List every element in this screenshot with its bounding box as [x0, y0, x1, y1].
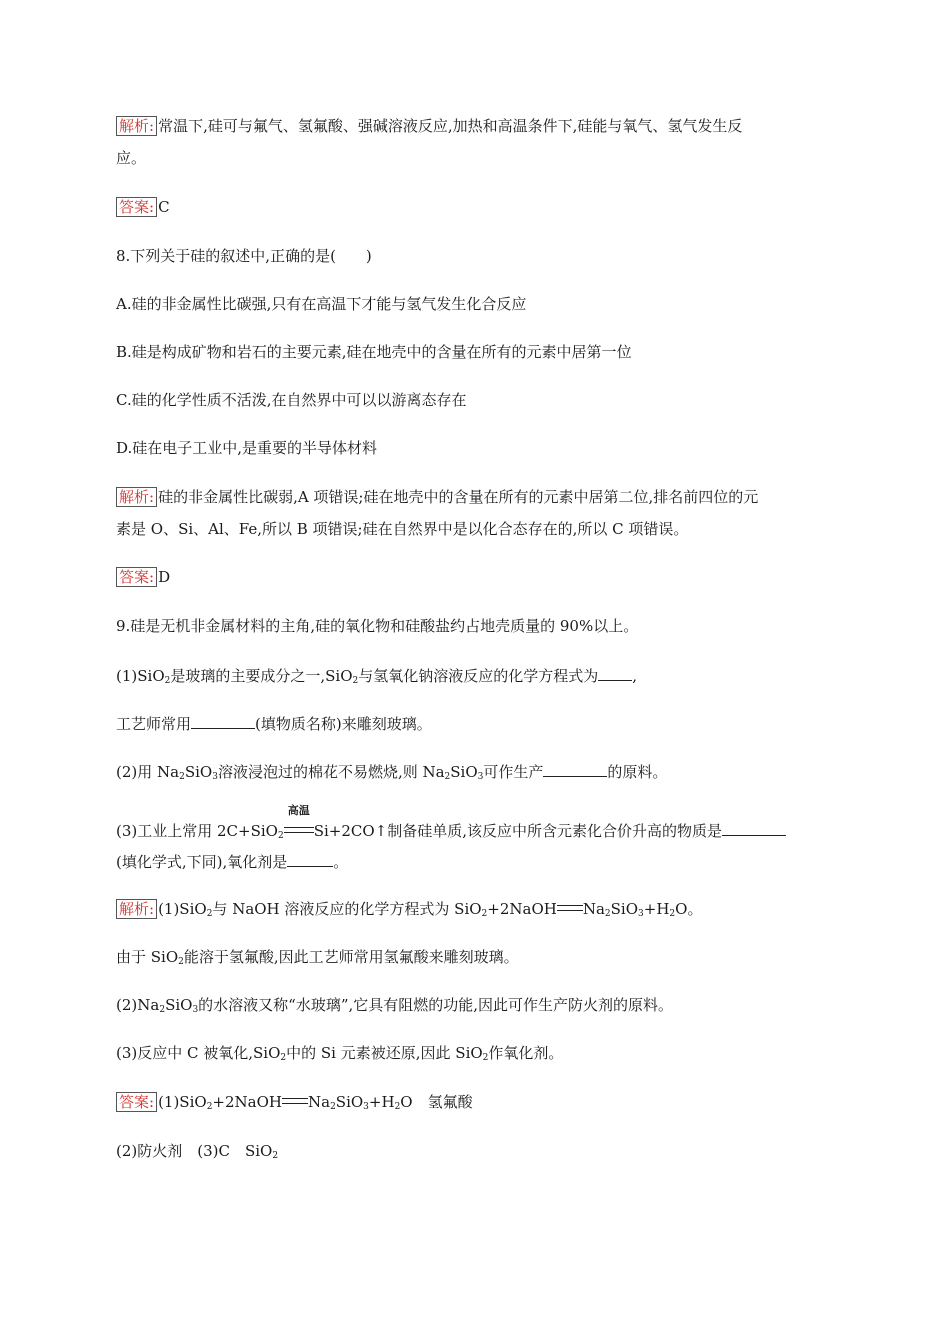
subscript: 2	[669, 909, 676, 919]
q9-analysis-text: 作氧化剂。	[488, 1044, 564, 1062]
analysis-tag: 解析:	[116, 116, 157, 136]
q9-answer-text: Na	[307, 1093, 331, 1111]
q9-analysis-text: +H	[643, 900, 670, 918]
q9-p1-text: 工艺师常用	[116, 715, 192, 733]
q9-p3-text: (填化学式,下同),氧化剂是	[116, 853, 288, 871]
q7-answer-value: C	[158, 198, 170, 216]
q9-p2-text: (2)用 Na	[116, 763, 180, 781]
q7-analysis-text: 常温下,硅可与氟气、氢氟酸、强碱溶液反应,加热和高温条件下,硅能与氧气、氢气发生反	[158, 117, 743, 135]
subscript: 2	[179, 772, 185, 782]
q9-analysis-line-4	[116, 1042, 836, 1064]
q9-answer-text: (1)SiO	[158, 1093, 207, 1111]
q9-p1-text: (1)SiO	[116, 667, 165, 685]
subscript: 2	[280, 1053, 287, 1063]
q8-analysis-text: 硅的非金属性比碳弱,A 项错误;硅在地壳中的含量在所有的元素中居第二位,排名前四位的元	[158, 488, 759, 506]
answer-blank[interactable]	[598, 664, 632, 681]
subscript: 2	[481, 909, 488, 919]
q9-analysis-line-2	[116, 946, 836, 968]
answer-tag: 答案:	[116, 1092, 157, 1112]
answer-tag: 答案:	[116, 567, 157, 587]
q9-answer-line-1	[116, 1091, 836, 1113]
subscript: 3	[363, 1102, 369, 1112]
q8-answer-value: D	[158, 568, 171, 586]
q9-answer-text: +H	[368, 1093, 395, 1111]
q9-analysis-text: O。	[675, 900, 703, 918]
q9-part2	[116, 760, 836, 783]
q9-analysis-text: 的水溶液又称“水玻璃”,它具有阻燃的功能,因此可作生产防火剂的原料。	[198, 996, 674, 1014]
q9-p3-text: (3)工业上常用 2C+SiO	[116, 822, 278, 840]
q9-p3-text: Si+2CO↑制备硅单质,该反应中所含元素化合价升高的物质是	[313, 822, 723, 840]
subscript: 2	[394, 1102, 401, 1112]
q8-analysis-line-1	[116, 486, 836, 508]
double-line-icon	[557, 905, 583, 911]
q9-p2-text: 可作生产	[483, 763, 544, 781]
q9-analysis-text: SiO	[165, 996, 193, 1014]
q9-part3-line-2	[116, 850, 836, 873]
subscript: 2	[206, 1102, 213, 1112]
q9-p2-text: SiO	[184, 763, 213, 781]
q9-answer-line-2	[116, 1140, 836, 1162]
subscript: 2	[330, 1102, 336, 1112]
subscript: 3	[212, 772, 218, 782]
q8-answer	[116, 566, 836, 588]
q9-p3-text: 。	[333, 853, 349, 871]
q9-p2-text: 溶液浸泡过的棉花不易燃烧,则 Na	[217, 763, 445, 781]
answer-tag: 答案:	[116, 197, 157, 217]
q9-analysis-text: +2NaOH	[487, 900, 557, 918]
subscript: 3	[477, 772, 484, 782]
q9-answer-text: +2NaOH	[212, 1093, 282, 1111]
subscript: 3	[638, 909, 644, 919]
q9-p1-text: 是玻璃的主要成分之一,SiO	[170, 667, 353, 685]
q8-analysis-line-2: 素是 O、Si、Al、Fe,所以 B 项错误;硅在自然界中是以化合态存在的,所以 C 项错误。	[116, 520, 689, 538]
subscript: 2	[604, 909, 611, 919]
analysis-tag: 解析:	[116, 487, 157, 507]
answer-blank[interactable]	[722, 819, 786, 836]
subscript: 2	[352, 676, 359, 686]
reaction-condition: 高温	[287, 804, 310, 817]
q9-answer-text: SiO	[335, 1093, 364, 1111]
q9-analysis-text: 与 NaOH 溶液反应的化学方程式为 SiO	[212, 900, 482, 918]
double-line-icon	[284, 827, 314, 833]
q9-analysis-text: 由于 SiO	[116, 948, 179, 966]
double-line-icon	[282, 1098, 308, 1104]
subscript: 2	[444, 772, 451, 782]
q8-option-d: D.硅在电子工业中,是重要的半导体材料	[116, 439, 378, 457]
subscript: 2	[272, 1151, 279, 1161]
q9-part3-line-1	[116, 804, 836, 842]
answer-blank[interactable]	[287, 850, 333, 867]
q9-analysis-text: (2)Na	[116, 996, 160, 1014]
answer-blank[interactable]	[191, 712, 255, 729]
q9-p2-text: 的原料。	[607, 763, 668, 781]
q9-analysis-text: (1)SiO	[158, 900, 207, 918]
q7-analysis-line-2	[116, 147, 836, 169]
q9-part1-line-1	[116, 664, 836, 687]
q9-analysis-text: 中的 Si 元素被还原,因此 SiO	[286, 1044, 483, 1062]
subscript: 3	[192, 1005, 199, 1015]
q9-answer-text: O 氢氟酸	[400, 1093, 473, 1111]
q7-answer	[116, 196, 836, 218]
q9-analysis-text: Na	[582, 900, 605, 918]
q9-stem: 9.硅是无机非金属材料的主角,硅的氧化物和硅酸盐约占地壳质量的 90%以上。	[116, 617, 639, 635]
q7-analysis-line-1	[116, 115, 836, 137]
q8-option-b: B.硅是构成矿物和岩石的主要元素,硅在地壳中的含量在所有的元素中居第一位	[116, 343, 632, 361]
analysis-tag: 解析:	[116, 899, 157, 919]
subscript: 2	[206, 909, 213, 919]
q9-p1-text: ,	[632, 667, 638, 685]
q8-option-c: C.硅的化学性质不活泼,在自然界中可以以游离态存在	[116, 391, 467, 409]
q9-p2-text: SiO	[450, 763, 478, 781]
q9-analysis-text: (3)反应中 C 被氧化,SiO	[116, 1044, 281, 1062]
subscript: 2	[482, 1053, 489, 1063]
subscript: 2	[178, 957, 184, 967]
subscript: 2	[164, 676, 171, 686]
answer-blank[interactable]	[543, 760, 607, 777]
q9-analysis-line-3	[116, 994, 836, 1016]
high-temperature-equals	[284, 804, 314, 842]
subscript: 2	[159, 1005, 166, 1015]
q9-part1-line-2	[116, 712, 836, 735]
q8-option-a: A.硅的非金属性比碳强,只有在高温下才能与氢气发生化合反应	[116, 295, 527, 313]
q9-answer-text: (2)防火剂 (3)C SiO	[116, 1142, 273, 1160]
q9-analysis-line-1	[116, 898, 836, 920]
q9-analysis-text: SiO	[610, 900, 639, 918]
q8-stem: 8.下列关于硅的叙述中,正确的是( )	[116, 247, 372, 265]
q9-p1-text: (填物质名称)来雕刻玻璃。	[255, 715, 432, 733]
q9-analysis-text: 能溶于氢氟酸,因此工艺师常用氢氟酸来雕刻玻璃。	[183, 948, 519, 966]
q7-analysis-text-cont: 应。	[116, 149, 147, 167]
q9-p1-text: 与氢氧化钠溶液反应的化学方程式为	[358, 667, 599, 685]
subscript: 2	[277, 831, 284, 841]
